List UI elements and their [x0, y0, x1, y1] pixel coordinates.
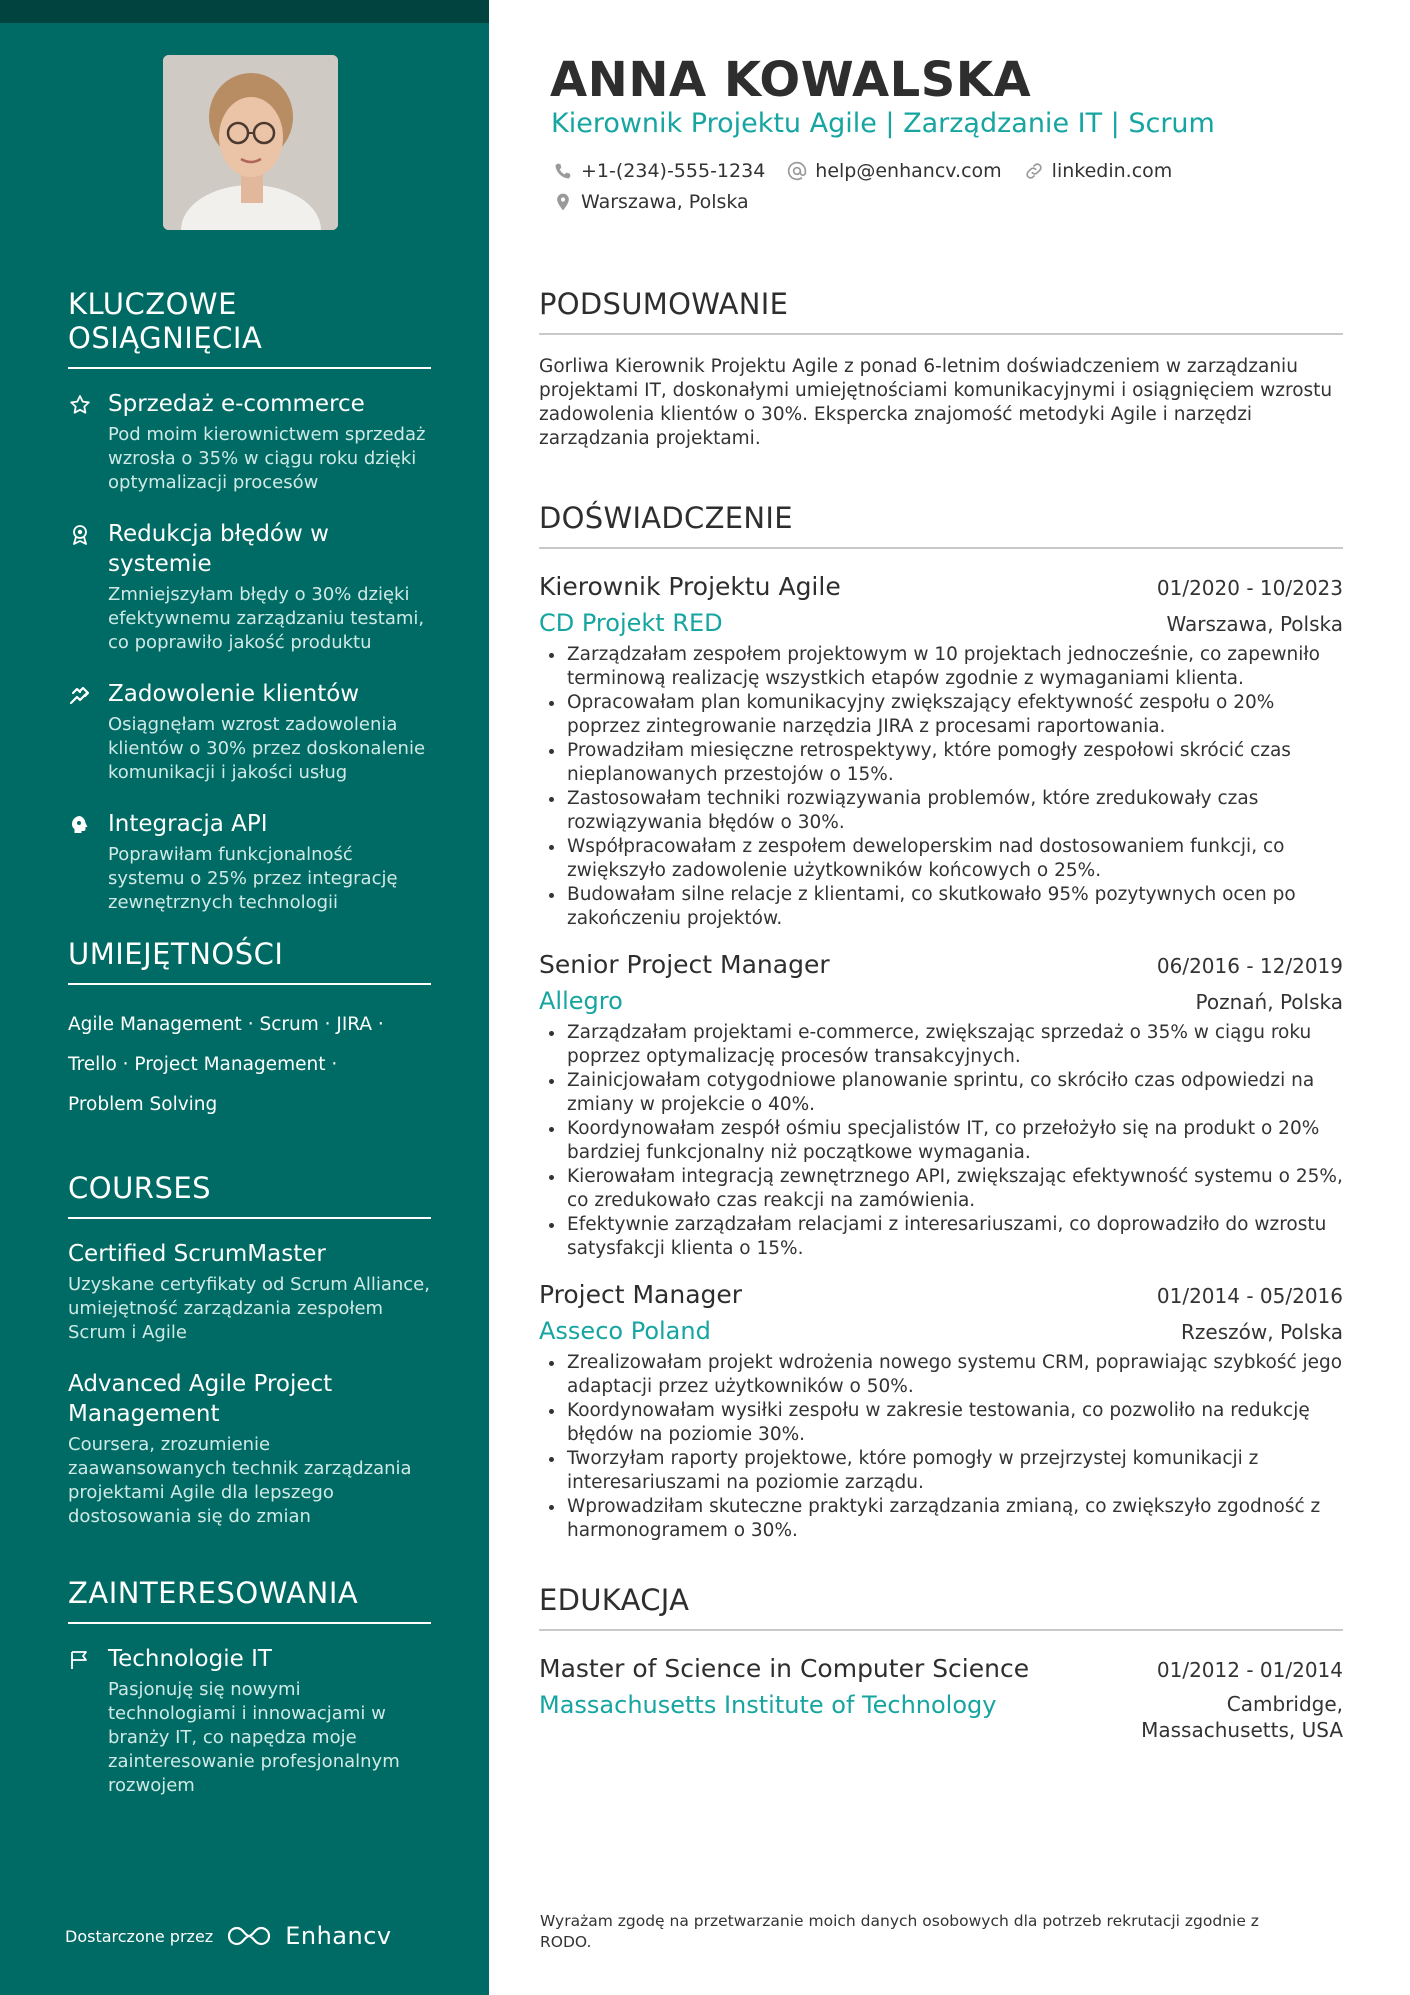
- course-item: [68, 1239, 431, 1345]
- achievement-item: [68, 809, 431, 915]
- job-bullets: [539, 1351, 1343, 1543]
- achievement-item: [68, 679, 431, 785]
- job-bullet: Zarządzałam projektami e-commerce, zwiększając sprzedaż o 35% w ciągu roku poprzez optymalizację procesów transakcyjnych.: [539, 1021, 1343, 1069]
- job-location: Rzeszów, Polska: [1181, 1320, 1343, 1344]
- achievement-title: Sprzedaż e-commerce: [108, 391, 365, 417]
- job-bullet: Koordynowałam wysiłki zespołu w zakresie testowania, co pozwoliło na redukcję błędów na poziomie 30%.: [539, 1399, 1343, 1447]
- link-icon: [1024, 161, 1044, 181]
- education-location-line: Cambridge,: [1226, 1692, 1343, 1716]
- summary-text: Gorliwa Kierownik Projektu Agile z ponad 6-letnim doświadczeniem w zarządzaniu projektami IT, doskonałymi umiejętnościami komunikacyjnymi i osiągnięciem wzrostu zadowolenia klientów o 30%. Ekspercka znajomość metodyki Agile i narzędzi zarządzania projektami.: [539, 356, 1333, 449]
- education-dates: 01/2012 - 01/2014: [1156, 1658, 1343, 1682]
- footer-brand: [65, 1922, 392, 1950]
- consent-note: Wyrażam zgodę na przetwarzanie moich danych osobowych dla potrzeb rekrutacji zgodnie z RODO.: [540, 1912, 1259, 1951]
- job-bullet: Współpracowałam z zespołem deweloperskim nad dostosowaniem funkcji, co zwiększyło zadowolenie użytkowników końcowych o 25%.: [539, 835, 1343, 883]
- achievement-title: Redukcja błędów w systemie: [108, 521, 329, 577]
- skills-line: Problem Solving: [68, 1094, 218, 1115]
- job-dates: 06/2016 - 12/2019: [1156, 954, 1343, 978]
- phone-icon: [553, 161, 573, 181]
- linkedin-text: linkedin.com: [1051, 160, 1173, 182]
- powered-by-label: Dostarczone przez: [65, 1926, 214, 1946]
- job-bullet: Wprowadziłam skuteczne praktyki zarządzania zmianą, co zwiększyło zgodność z harmonogramem o 30%.: [539, 1495, 1343, 1543]
- summary-heading: PODSUMOWANIE: [539, 287, 1343, 335]
- star-icon: [68, 393, 92, 417]
- job-entry: [539, 1277, 1343, 1543]
- interest-item: [68, 1644, 431, 1798]
- handshake-icon: [68, 683, 92, 707]
- interest-desc: Pasjonuję się nowymi technologiami i innowacjami w branży IT, co napędza moje zainteresowanie profesjonalnym rozwojem: [108, 1679, 400, 1796]
- courses-section: [68, 1171, 431, 1553]
- brand-name: Enhancv: [285, 1922, 392, 1950]
- job-bullet: Tworzyłam raporty projektowe, które pomogły w przejrzystej komunikacji z interesariuszami na poziomie zarządu.: [539, 1447, 1343, 1495]
- contact-email[interactable]: [787, 160, 1001, 182]
- contact-linkedin[interactable]: [1024, 160, 1173, 182]
- job-company: CD Projekt RED: [539, 609, 723, 637]
- job-bullets: [539, 643, 1343, 931]
- location-pin-icon: [553, 192, 573, 212]
- job-company: Allegro: [539, 987, 623, 1015]
- job-title: Kierownik Projektu Agile: [539, 572, 841, 601]
- course-title: Advanced Agile Project Management: [68, 1371, 333, 1427]
- education-location: [1141, 1687, 1343, 1743]
- course-title: Certified ScrumMaster: [68, 1241, 326, 1267]
- course-desc: Coursera, zrozumienie zaawansowanych technik zarządzania projektami Agile dla lepszego dostosowania się do zmian: [68, 1434, 412, 1527]
- achievement-item: [68, 389, 431, 495]
- job-location: Warszawa, Polska: [1166, 612, 1343, 636]
- profile-photo: [163, 55, 338, 230]
- interest-title: Technologie IT: [108, 1646, 272, 1672]
- job-bullet: Efektywnie zarządzałam relacjami z interesariuszami, co doprowadziło do wzrostu satysfakcji klienta o 15%.: [539, 1213, 1343, 1261]
- job-bullet: Zrealizowałam projekt wdrożenia nowego systemu CRM, poprawiając szybkość jego adaptacji przez użytkowników o 50%.: [539, 1351, 1343, 1399]
- skills-list: [68, 1005, 431, 1125]
- skills-line: Trello · Project Management ·: [68, 1054, 338, 1075]
- contact-phone: [553, 160, 765, 182]
- job-bullet: Zainicjowałam cotygodniowe planowanie sprintu, co skróciło czas odpowiedzi na zmiany w projekcie o 40%.: [539, 1069, 1343, 1117]
- job-bullet: Koordynowałam zespół ośmiu specjalistów IT, co przełożyło się na produkt o 20% bardziej funkcjonalny niż początkowe wymagania.: [539, 1117, 1343, 1165]
- course-item: [68, 1369, 431, 1529]
- skills-line: Agile Management · Scrum · JIRA ·: [68, 1014, 384, 1035]
- education-location-line: Massachusetts, USA: [1141, 1718, 1343, 1742]
- location-text: Warszawa, Polska: [581, 191, 749, 213]
- achievement-item: [68, 519, 431, 655]
- skills-section: [68, 937, 431, 1125]
- job-location: Poznań, Polska: [1195, 990, 1343, 1014]
- job-bullet: Budowałam silne relacje z klientami, co skutkowało 95% pozytywnych ocen po zakończeniu projektów.: [539, 883, 1343, 931]
- job-title: Senior Project Manager: [539, 950, 830, 979]
- job-entry: [539, 947, 1343, 1261]
- job-bullet: Zastosowałam techniki rozwiązywania problemów, które zredukowały czas rozwiązywania błędów o 30%.: [539, 787, 1343, 835]
- experience-section: [539, 501, 1343, 1543]
- flag-icon: [68, 1648, 92, 1672]
- award-icon: [68, 523, 92, 547]
- main-content: [539, 287, 1343, 1743]
- course-desc: Uzyskane certyfikaty od Scrum Alliance, umiejętność zarządzania zespołem Scrum i Agile: [68, 1274, 430, 1343]
- education-section: [539, 1583, 1343, 1743]
- job-dates: 01/2014 - 05/2016: [1156, 1284, 1343, 1308]
- contact-info: [553, 160, 1172, 222]
- job-bullet: Zarządzałam zespołem projektowym w 10 projektach jednocześnie, co zapewniło terminową realizację wszystkich etapów zgodnie z wymaganiami klienta.: [539, 643, 1343, 691]
- education-school: Massachusetts Institute of Technology: [539, 1691, 997, 1719]
- summary-section: [539, 287, 1343, 451]
- achievement-desc: Pod moim kierownictwem sprzedaż wzrosła o 35% w ciągu roku dzięki optymalizacji procesów: [108, 424, 426, 493]
- candidate-tagline: Kierownik Projektu Agile | Zarządzanie IT | Scrum: [551, 108, 1215, 139]
- candidate-name: ANNA KOWALSKA: [550, 52, 1032, 108]
- interests-heading: ZAINTERESOWANIA: [68, 1576, 431, 1624]
- achievement-title: Integracja API: [108, 811, 268, 837]
- achievement-desc: Zmniejszyłam błędy o 30% dzięki efektywnemu zarządzaniu testami, co poprawiło jakość produktu: [108, 584, 425, 653]
- achievement-desc: Osiągnęłam wzrost zadowolenia klientów o 30% przez doskonalenie komunikacji i jakości usług: [108, 714, 426, 783]
- phone-text: +1-(234)-555-1234: [581, 160, 766, 182]
- courses-heading: COURSES: [68, 1171, 431, 1219]
- achievement-desc: Poprawiłam funkcjonalność systemu o 25% przez integrację zewnętrznych technologii: [108, 844, 398, 913]
- contact-location: [553, 191, 749, 213]
- achievements-section: [68, 287, 431, 939]
- job-bullet: Prowadziłam miesięczne retrospektywy, które pomogły zespołowi skrócić czas nieplanowanych przestojów o 15%.: [539, 739, 1343, 787]
- job-bullet: Opracowałam plan komunikacyjny zwiększający efektywność zespołu o 20% poprzez zintegrowanie narzędzia JIRA z procesami raportowania.: [539, 691, 1343, 739]
- experience-heading: DOŚWIADCZENIE: [539, 501, 1343, 549]
- job-bullets: [539, 1021, 1343, 1261]
- education-heading: EDUKACJA: [539, 1583, 1343, 1631]
- job-entry: [539, 569, 1343, 931]
- achievement-title: Zadowolenie klientów: [108, 681, 360, 707]
- brain-icon: [68, 813, 92, 837]
- skills-heading: UMIEJĘTNOŚCI: [68, 937, 431, 985]
- job-company: Asseco Poland: [539, 1317, 711, 1345]
- email-text: help@enhancv.com: [815, 160, 1002, 182]
- job-bullet: Kierowałam integracją zewnętrznego API, zwiększając efektywność systemu o 25%, co zredukowało czas reakcji na zamówienia.: [539, 1165, 1343, 1213]
- interests-section: [68, 1576, 431, 1822]
- enhancv-logo-icon: [225, 1923, 273, 1949]
- job-dates: 01/2020 - 10/2023: [1156, 576, 1343, 600]
- education-degree: Master of Science in Computer Science: [539, 1654, 1030, 1683]
- at-icon: [787, 161, 807, 181]
- achievements-heading: KLUCZOWE OSIĄGNIĘCIA: [68, 287, 431, 369]
- sidebar-top-bar: [0, 0, 489, 23]
- job-title: Project Manager: [539, 1280, 743, 1309]
- sidebar: [0, 0, 489, 1995]
